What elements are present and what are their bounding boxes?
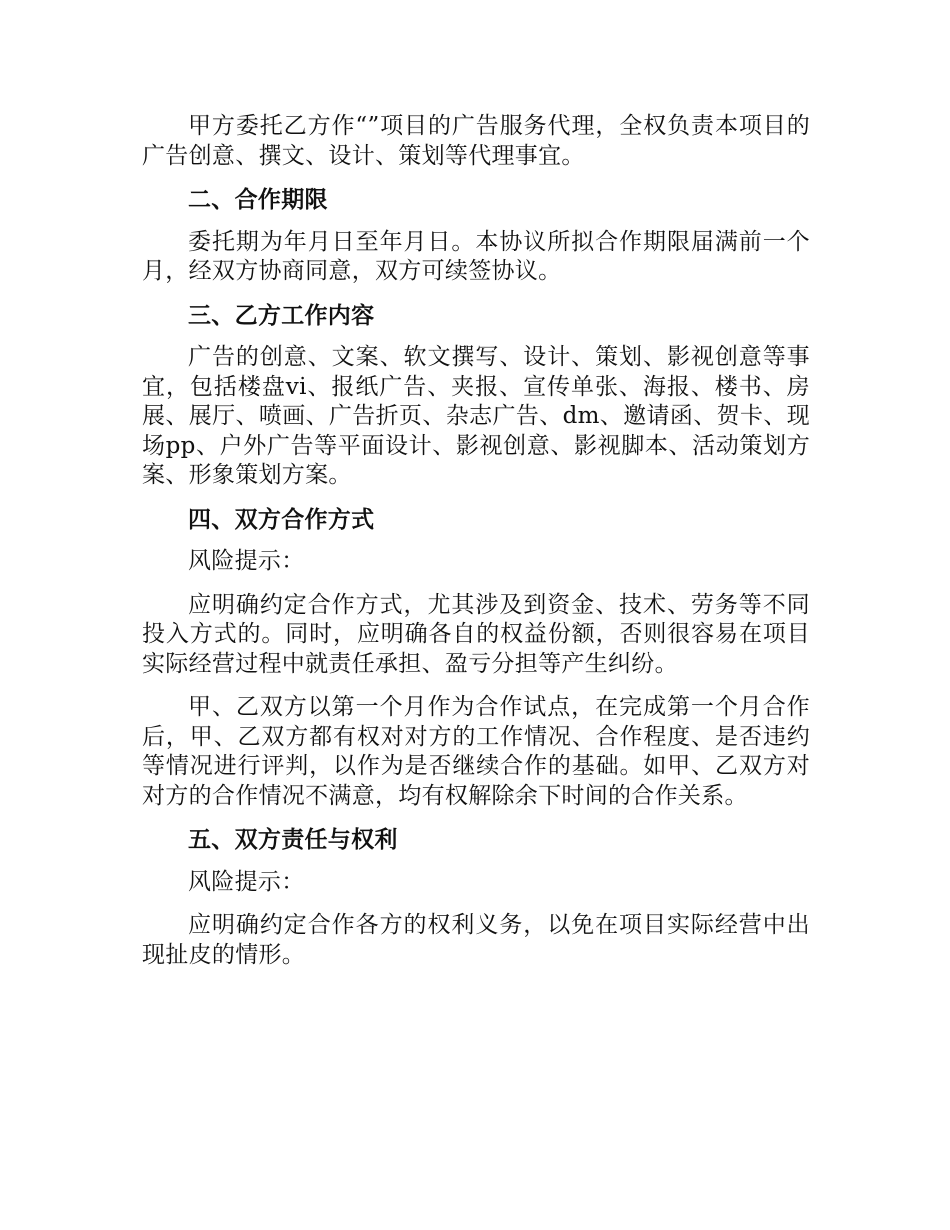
- paragraph-risk-label-2: 风险提示：: [188, 868, 305, 895]
- paragraph-trial-month: 甲、乙双方以第一个月作为合作试点，在完成第一个月合作后，甲、乙双方都有权对对方的工作情况、合作程度、是否违约等情况进行评判，以作为是否继续合作的基础。如甲、乙双方对对方的合作情况不满意，均有权解除余下时间的合作关系。: [142, 694, 810, 809]
- paragraph-period-terms: 委托期为年月日至年月日。本协议所拟合作期限届满前一个月，经双方协商同意，双方可续签协议。: [142, 228, 810, 284]
- heading-work-content: 三、乙方工作内容: [188, 301, 375, 329]
- heading-cooperation-period: 二、合作期限: [188, 186, 328, 213]
- paragraph-risk-label-1: 风险提示：: [188, 548, 305, 574]
- paragraph-entrustment: 甲方委托乙方作“”项目的广告服务代理，全权负责本项目的广告创意、撰文、设计、策划等代理事宜。: [142, 113, 810, 169]
- heading-cooperation-method: 四、双方合作方式: [188, 505, 375, 533]
- heading-responsibilities: 五、双方责任与权利: [188, 826, 398, 853]
- document-page: [142, 112, 810, 984]
- paragraph-risk-method: 应明确约定合作方式，尤其涉及到资金、技术、劳务等不同投入方式的。同时，应明确各自的权益份额，否则很容易在项目实际经营过程中就责任承担、盈亏分担等产生纠纷。: [142, 591, 810, 677]
- paragraph-work-content: 广告的创意、文案、软文撰写、设计、策划、影视创意等事宜，包括楼盘vi、报纸广告、夹报、宣传单张、海报、楼书、房展、展厅、喷画、广告折页、杂志广告、dm、邀请函、贺卡、现场pp、户外广告等平面设计、影视创意、影视脚本、活动策划方案、形象策划方案。: [142, 344, 810, 488]
- paragraph-risk-rights: 应明确约定合作各方的权利义务，以免在项目实际经营中出现扯皮的情形。: [142, 912, 810, 968]
